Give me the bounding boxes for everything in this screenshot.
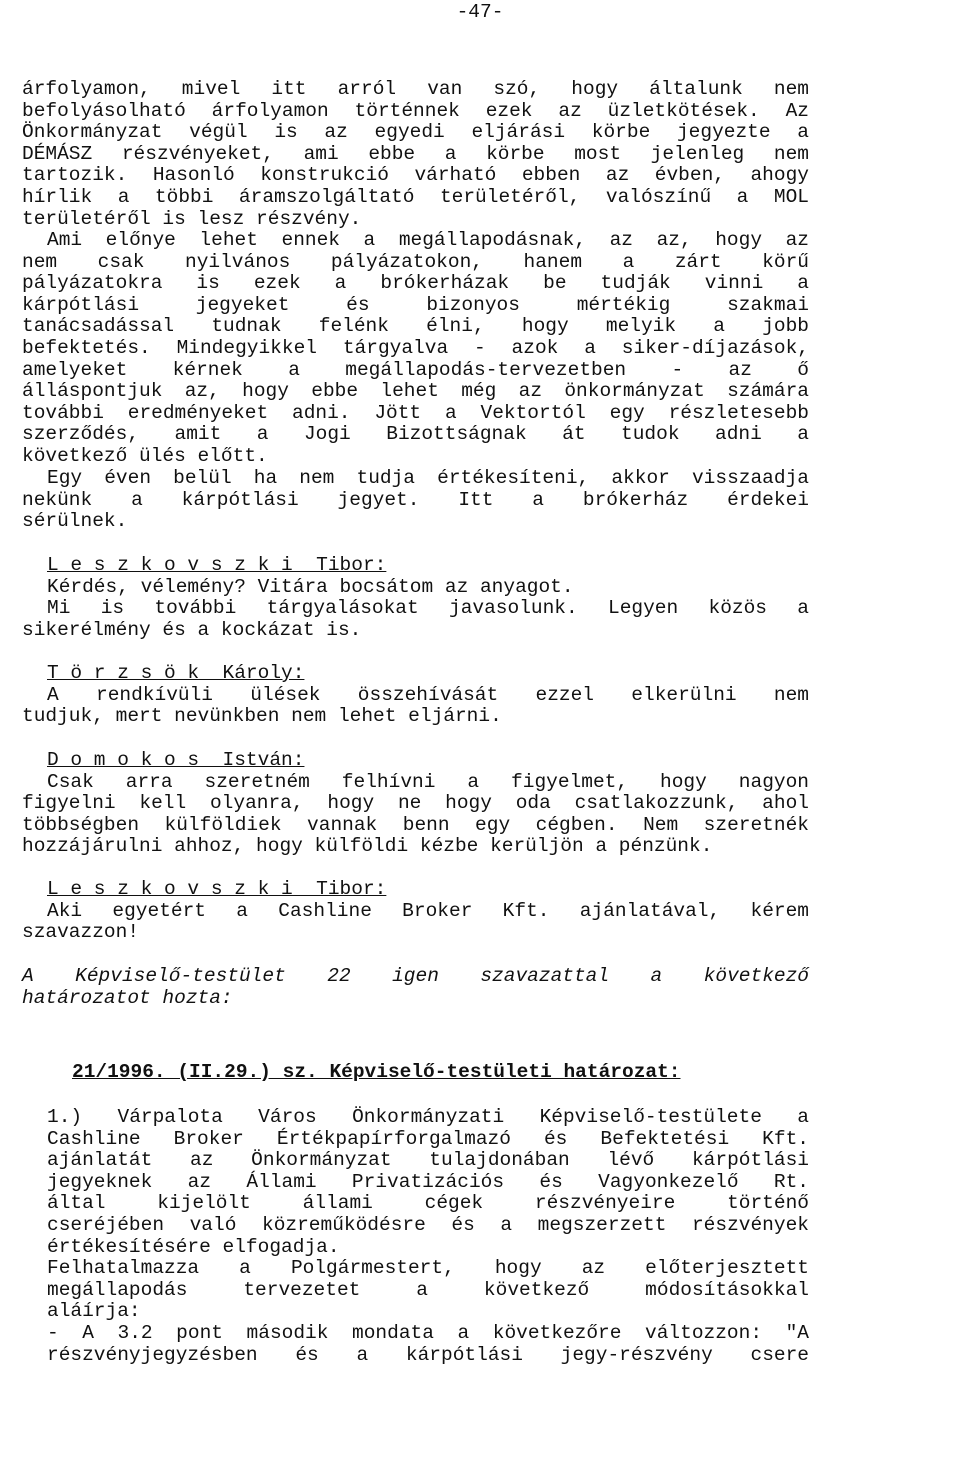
text-line: tartozik. Hasonló konstrukció várható ebben az évben, ahogy [22, 164, 809, 187]
text-line: befolyásolható árfolyamon történnek ezek az üzletkötések. Az [22, 99, 809, 122]
speech-torzsok [22, 663, 809, 728]
text-line: további eredményeket adni. Jött a Vektortól egy részletesebb [22, 401, 809, 424]
text-line: Egy éven belül ha nem tudja értékesíteni, akkor visszaadja [47, 467, 809, 489]
text-line: Kérdés, vélemény? Vitára bocsátom az anyagot. [47, 575, 574, 598]
text-line: sikerélmény és a kockázat is. [22, 618, 362, 641]
text-line: - A 3.2 pont második mondata a következőre változzon: "A [47, 1322, 809, 1344]
text-line: Aki egyetért a Cashline Broker Kft. ajánlatával, kérem [47, 899, 809, 922]
text-line: árfolyamon, mivel itt arról van szó, hogy általunk nem [22, 78, 809, 100]
text-line: figyelni kell olyanra, hogy ne hogy oda csatlakozzunk, ahol [22, 792, 809, 815]
text-line: tudjuk, mert nevünkben nem lehet eljárni. [22, 705, 502, 728]
text-line: értékesítésére elfogadja. [47, 1235, 340, 1258]
text-line: A rendkívüli ülések összehívását ezzel elkerülni nem [47, 683, 809, 706]
text-line: DÉMÁSZ részvényeket, ami ebbe a körbe most jelenleg nem [22, 142, 809, 165]
text-line: amelyeket kérnek a megállapodás-tervezetben - az ő [22, 358, 809, 381]
speaker-name: D o m o k o s István: [47, 749, 305, 771]
speech-leszkovszki-2 [22, 879, 809, 944]
text-line: jegyeknek az Állami Privatizációs és Vagyonkezelő Rt. [47, 1170, 809, 1193]
text-line: pályázatokra is ezek a brókerházak be tudják vinni a [22, 272, 809, 295]
text-line: Cashline Broker Értékpapírforgalmazó és Befektetési Kft. [47, 1127, 809, 1150]
paragraph-one-year [22, 468, 809, 533]
resolution-heading: 21/1996. (II.29.) sz. Képviselő-testületi határozat: [72, 1061, 681, 1083]
text-line: részvényjegyzésben és a kárpótlási jegy-részvény csere [47, 1343, 809, 1366]
speaker-name: L e s z k o v s z k i Tibor: [47, 878, 387, 900]
text-line: szavazzon! [22, 921, 140, 944]
page-number: -47- [456, 1, 504, 23]
text-line: következő ülés előtt. [22, 444, 268, 467]
paragraph-agreement-benefits [22, 230, 809, 468]
vote-result [22, 966, 809, 1009]
text-line: ajánlatát az Önkormányzat tulajdonában lévő kárpótlási [47, 1149, 809, 1172]
text-line: cseréjében való közreműködésre és a megszerzett részvények [47, 1213, 809, 1236]
text-line: Felhatalmazza a Polgármestert, hogy az előterjesztett [47, 1257, 809, 1279]
text-line: Csak arra szeretném felhívni a figyelmet, hogy nagyon [47, 770, 809, 793]
speech-leszkovszki-1 [22, 555, 809, 641]
text-line: területéről is lesz részvény. [22, 207, 362, 230]
text-line: befektetés. Mindegyikkel tárgyalva - azok a siker-díjazások, [22, 336, 809, 359]
text-line: sérülnek. [22, 510, 128, 533]
text-line: megállapodás tervezetet a következő módosításokkal [47, 1278, 809, 1301]
text-line: hírlik a többi áramszolgáltató területéről, valószínű a MOL [22, 185, 809, 208]
text-line: hozzájárulni ahhoz, hogy külföldi kézbe kerüljön a pénzünk. [22, 835, 713, 858]
text-line: Mi is további tárgyalásokat javasolunk. Legyen közös a [47, 597, 809, 620]
text-line: 1.) Várpalota Város Önkormányzati Képviselő-testülete a [47, 1106, 809, 1128]
resolution-amendment [47, 1323, 809, 1366]
speaker-name: L e s z k o v s z k i Tibor: [47, 554, 387, 576]
text-line: aláírja: [47, 1300, 141, 1323]
text-line: tanácsadással tudnak felénk élni, hogy melyik a jobb [22, 315, 809, 338]
text-line: nem csak nyilvános pályázatokon, hanem a zárt körű [22, 250, 809, 273]
text-line: kárpótlási jegyeket és bizonyos mértékig szakmai [22, 293, 809, 316]
text-line: nekünk a kárpótlási jegyet. Itt a brókerház érdekei [22, 488, 809, 511]
paragraph-exchange-rate [22, 79, 809, 230]
resolution-point-1 [47, 1107, 809, 1258]
speech-domokos [22, 750, 809, 858]
text-line: Ami előnye lehet ennek a megállapodásnak, az az, hogy az [47, 229, 809, 251]
text-line: álláspontjuk az, hogy ebbe lehet még az önkormányzat számára [22, 380, 809, 403]
text-line: Önkormányzat végül is az egyedi eljárási körbe jegyezte a [22, 121, 809, 144]
text-line: szerződés, amit a Jogi Bizottságnak át tudok adni a [22, 423, 809, 446]
text-line: által kijelölt állami cégek részvényeire történő [47, 1192, 809, 1215]
resolution-authorization [47, 1258, 809, 1323]
speaker-name: T ö r z s ö k Károly: [47, 662, 305, 684]
text-line: határozatot hozta: [22, 986, 233, 1009]
text-line: A Képviselő-testület 22 igen szavazattal a következő [22, 965, 809, 987]
text-line: többségben külföldiek vannak benn egy cégben. Nem szeretnék [22, 813, 809, 836]
